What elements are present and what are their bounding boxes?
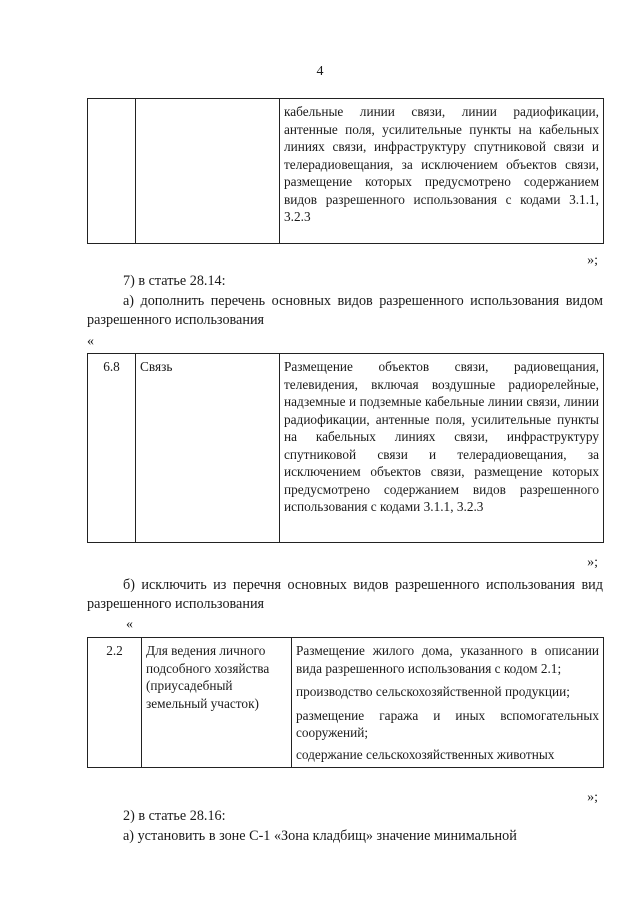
opening-quote: «: [87, 334, 94, 349]
item-2-heading: 2) в статье 28.16:: [123, 808, 226, 824]
name-cell: Связь: [136, 354, 280, 543]
code-cell: 2.2: [88, 638, 142, 768]
closing-quote: »;: [587, 555, 598, 570]
table-svyaz: [87, 353, 604, 543]
table-row: [88, 354, 604, 543]
description-line: Размещение жилого дома, указанного в описании вида разрешенного использования с кодом 2.1;: [296, 643, 599, 676]
item-7-heading: 7) в статье 28.14:: [123, 273, 226, 289]
item-7a-text: а) дополнить перечень основных видов разрешенного использования видом разрешенного использования: [87, 293, 603, 328]
table-lph: [87, 637, 604, 768]
closing-quote: »;: [587, 253, 598, 268]
table-row: [88, 99, 604, 244]
opening-quote: «: [126, 617, 133, 632]
code-cell: 6.8: [88, 354, 136, 543]
item-2a-text: а) установить в зоне С-1 «Зона кладбищ» значение минимальной: [123, 828, 517, 844]
description-line: производство сельскохозяйственной продукции;: [296, 684, 570, 699]
page-number: 4: [316, 64, 324, 79]
description-line: содержание сельскохозяйственных животных: [296, 746, 555, 762]
closing-quote: »;: [587, 790, 598, 805]
item-7b-text: б) исключить из перечня основных видов разрешенного использования вид разрешенного использования: [87, 577, 603, 612]
table-continuation: [87, 98, 604, 244]
table-row: [88, 638, 604, 768]
description-cell: [292, 638, 604, 768]
code-cell: [88, 99, 136, 244]
name-cell: Для ведения личного подсобного хозяйства (приусадебный земельный участок): [142, 638, 292, 768]
description-cell: Размещение объектов связи, радиовещания, телевидения, включая воздушные радиорелейные, надземные и подземные кабельные линии связи, линии радиофикации, антенные поля, усилительные пункты на кабельных линиях связи, инфраструктуру спутниковой связи и телерадиовещания, за исключением объектов связи, размещение которых предусмотрено содержанием видов разрешенного использования с кодами 3.1.1, 3.2.3: [280, 354, 604, 543]
name-cell: [136, 99, 280, 244]
description-cell: кабельные линии связи, линии радиофикации, антенные поля, усилительные пункты на кабельных линиях связи, инфраструктуру спутниковой связи и телерадиовещания, за исключением объектов связи, размещение которых предусмотрено содержанием видов разрешенного использования с кодами 3.1.1, 3.2.3: [280, 99, 604, 244]
description-line: размещение гаража и иных вспомогательных сооружений;: [296, 707, 599, 740]
